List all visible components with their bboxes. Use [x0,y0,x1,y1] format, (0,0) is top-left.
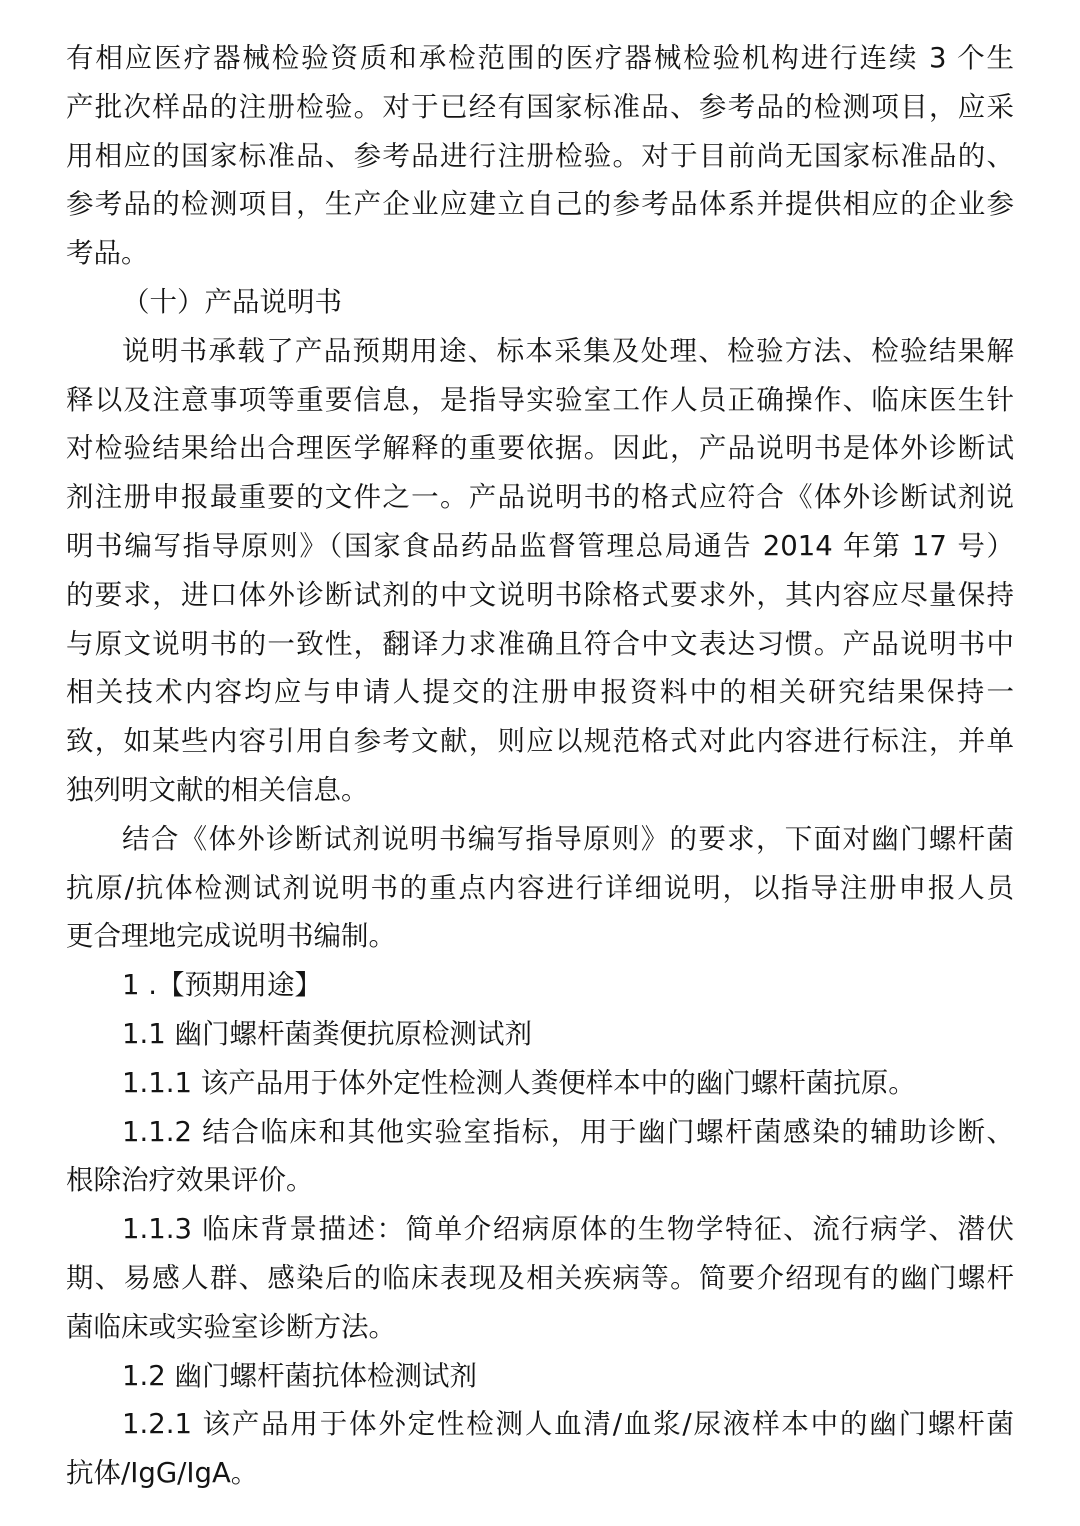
section-heading-instructions: （十）产品说明书 [122,285,342,318]
text-line: 根除治疗效果评价。 [66,1164,314,1197]
text-line: 对检验结果给出合理医学解释的重要依据。因此，产品说明书是体外诊断试 [66,432,1014,465]
text-line: 致，如某些内容引用自参考文献，则应以规范格式对此内容进行标注，并单 [66,725,1014,758]
text-line: 相关技术内容均应与申请人提交的注册申报资料中的相关研究结果保持一 [66,676,1014,709]
item-1-1-3 [66,1205,1014,1351]
text-line: 1.1.2 结合临床和其他实验室指标，用于幽门螺杆菌感染的辅助诊断、 [122,1115,1014,1148]
text-line: 更合理地完成说明书编制。 [66,920,396,953]
text-line: 有相应医疗器械检验资质和承检范围的医疗器械检验机构进行连续 3 个生 [66,42,1014,74]
text-line: 独列明文献的相关信息。 [66,773,369,806]
text-line: 说明书承载了产品预期用途、标本采集及处理、检验方法、检验结果解 [122,334,1014,367]
text-line: 1.1.3 临床背景描述：简单介绍病原体的生物学特征、流行病学、潜伏 [122,1213,1014,1246]
item-1-2-1 [66,1400,1014,1498]
text-line: 菌临床或实验室诊断方法。 [66,1310,396,1343]
text-line: 考品。 [66,237,149,270]
paragraph-guideline-intro [66,815,1014,961]
text-line: 用相应的国家标准品、参考品进行注册检验。对于目前尚无国家标准品的、 [66,139,1014,172]
text-line: 抗体/IgG/IgA。 [66,1457,259,1490]
paragraph-registration-testing [66,34,1014,278]
text-line: 产批次样品的注册检验。对于已经有国家标准品、参考品的检测项目，应采 [66,90,1014,123]
text-line: 结合《体外诊断试剂说明书编写指导原则》的要求，下面对幽门螺杆菌 [122,822,1014,855]
item-1-1-1: 1.1.1 该产品用于体外定性检测人粪便样本中的幽门螺杆菌抗原。 [122,1066,916,1099]
text-line: 释以及注意事项等重要信息，是指导实验室工作人员正确操作、临床医生针 [66,383,1014,416]
item-1-1-2 [66,1108,1014,1206]
text-line: 与原文说明书的一致性，翻译力求准确且符合中文表达习惯。产品说明书中 [66,627,1014,660]
heading-stool-antigen-reagent: 1.1 幽门螺杆菌粪便抗原检测试剂 [122,1017,532,1050]
text-line: 参考品的检测项目，生产企业应建立自己的参考品体系并提供相应的企业参 [66,188,1014,221]
heading-intended-use: 1 .【预期用途】 [122,969,322,1002]
text-line: 1.2.1 该产品用于体外定性检测人血清/血浆/尿液样本中的幽门螺杆菌 [122,1408,1014,1441]
text-line: 明书编写指导原则》（国家食品药品监督管理总局通告 2014 年第 17 号） [66,529,1014,562]
paragraph-instructions-overview [66,327,1014,815]
heading-antibody-reagent: 1.2 幽门螺杆菌抗体检测试剂 [122,1359,477,1392]
text-line: 期、易感人群、感染后的临床表现及相关疾病等。简要介绍现有的幽门螺杆 [66,1261,1014,1294]
text-line: 剂注册申报最重要的文件之一。产品说明书的格式应符合《体外诊断试剂说 [66,481,1014,514]
text-line: 抗原/抗体检测试剂说明书的重点内容进行详细说明，以指导注册申报人员 [66,871,1014,904]
text-line: 的要求，进口体外诊断试剂的中文说明书除格式要求外，其内容应尽量保持 [66,578,1014,611]
